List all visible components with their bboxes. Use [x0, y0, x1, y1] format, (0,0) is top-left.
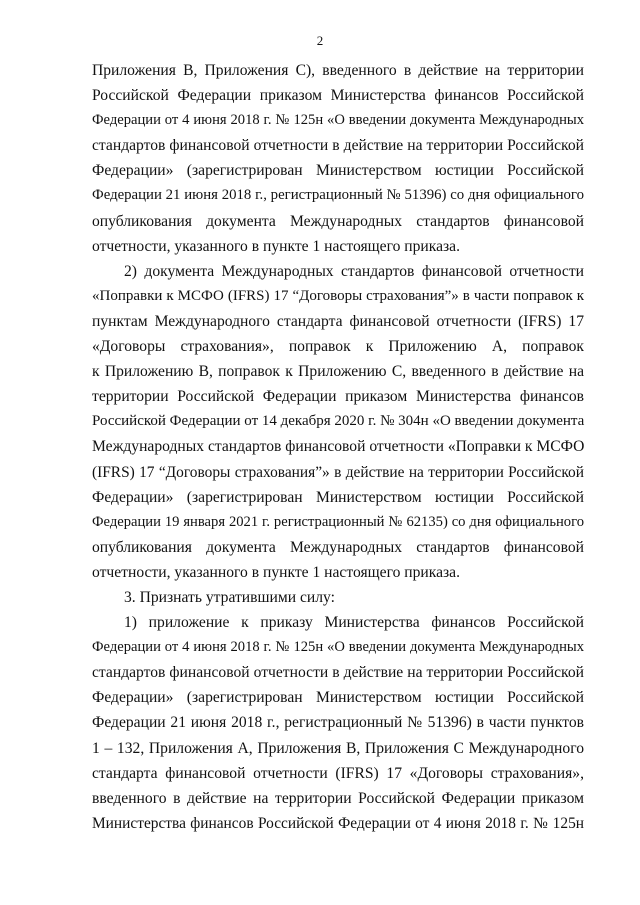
text-line: Федерации от 4 июня 2018 г. № 125н «О введении документа Международных	[92, 112, 584, 129]
text-line: 2) документа Международных стандартов финансовой отчетности	[124, 262, 584, 280]
text-line: отчетности, указанного в пункте 1 настоящего приказа.	[92, 237, 460, 255]
text-line: Федерации» (зарегистрирован Министерством юстиции Российской	[92, 162, 584, 180]
text-line: 1) приложение к приказу Министерства финансов Российской	[124, 614, 584, 632]
text-line: Российской Федерации от 14 декабря 2020 г. № 304н «О введении документа	[92, 413, 585, 430]
text-line: Федерации» (зарегистрирован Министерством юстиции Российской	[92, 488, 584, 506]
page-number: 2	[316, 33, 324, 48]
text-line: Федерации 21 июня 2018 г., регистрационный № 51396) со дня официального	[92, 187, 584, 204]
text-line: пунктам Международного стандарта финансовой отчетности (IFRS) 17	[92, 312, 584, 330]
text-line: стандарта финансовой отчетности (IFRS) 17 «Договоры страхования»,	[92, 764, 584, 782]
text-line: стандартов финансовой отчетности в действие на территории Российской	[92, 137, 584, 155]
text-line: территории Российской Федерации приказом Министерства финансов	[92, 388, 584, 406]
text-line: «Поправки к МСФО (IFRS) 17 “Договоры страхования”» в части поправок к	[92, 287, 584, 304]
text-line: Федерации» (зарегистрирован Министерством юстиции Российской	[92, 689, 584, 707]
text-line: опубликования документа Международных стандартов финансовой	[92, 538, 584, 556]
text-line: Приложения B, Приложения C), введенного в действие на территории	[92, 62, 584, 79]
text-line: Российской Федерации приказом Министерства финансов Российской	[92, 87, 584, 105]
text-line: Федерации 21 июня 2018 г., регистрационный № 51396) в части пунктов	[92, 714, 584, 732]
document-body	[92, 58, 584, 836]
text-line: введенного в действие на территории Российской Федерации приказом	[92, 789, 584, 807]
text-line: опубликования документа Международных стандартов финансовой	[92, 212, 584, 230]
text-line: Федерации от 4 июня 2018 г. № 125н «О введении документа Международных	[92, 639, 584, 656]
text-line: Федерации 19 января 2021 г. регистрационный № 62135) со дня официального	[92, 513, 584, 530]
text-line: отчетности, указанного в пункте 1 настоящего приказа.	[92, 563, 460, 581]
text-line: 1 – 132, Приложения A, Приложения B, Приложения C Международного	[92, 739, 584, 757]
text-line: стандартов финансовой отчетности в действие на территории Российской	[92, 664, 584, 682]
text-line: к Приложению B, поправок к Приложению C, введенного в действие на	[92, 363, 584, 381]
text-line: Министерства финансов Российской Федерации от 4 июня 2018 г. № 125н	[92, 814, 584, 832]
text-line: (IFRS) 17 “Договоры страхования”» в действие на территории Российской	[92, 463, 584, 481]
text-line: 3. Признать утратившими силу:	[124, 588, 335, 606]
text-line: Международных стандартов финансовой отчетности «Поправки к МСФО	[92, 438, 585, 456]
text-line: «Договоры страхования», поправок к Приложению A, поправок	[92, 338, 584, 356]
